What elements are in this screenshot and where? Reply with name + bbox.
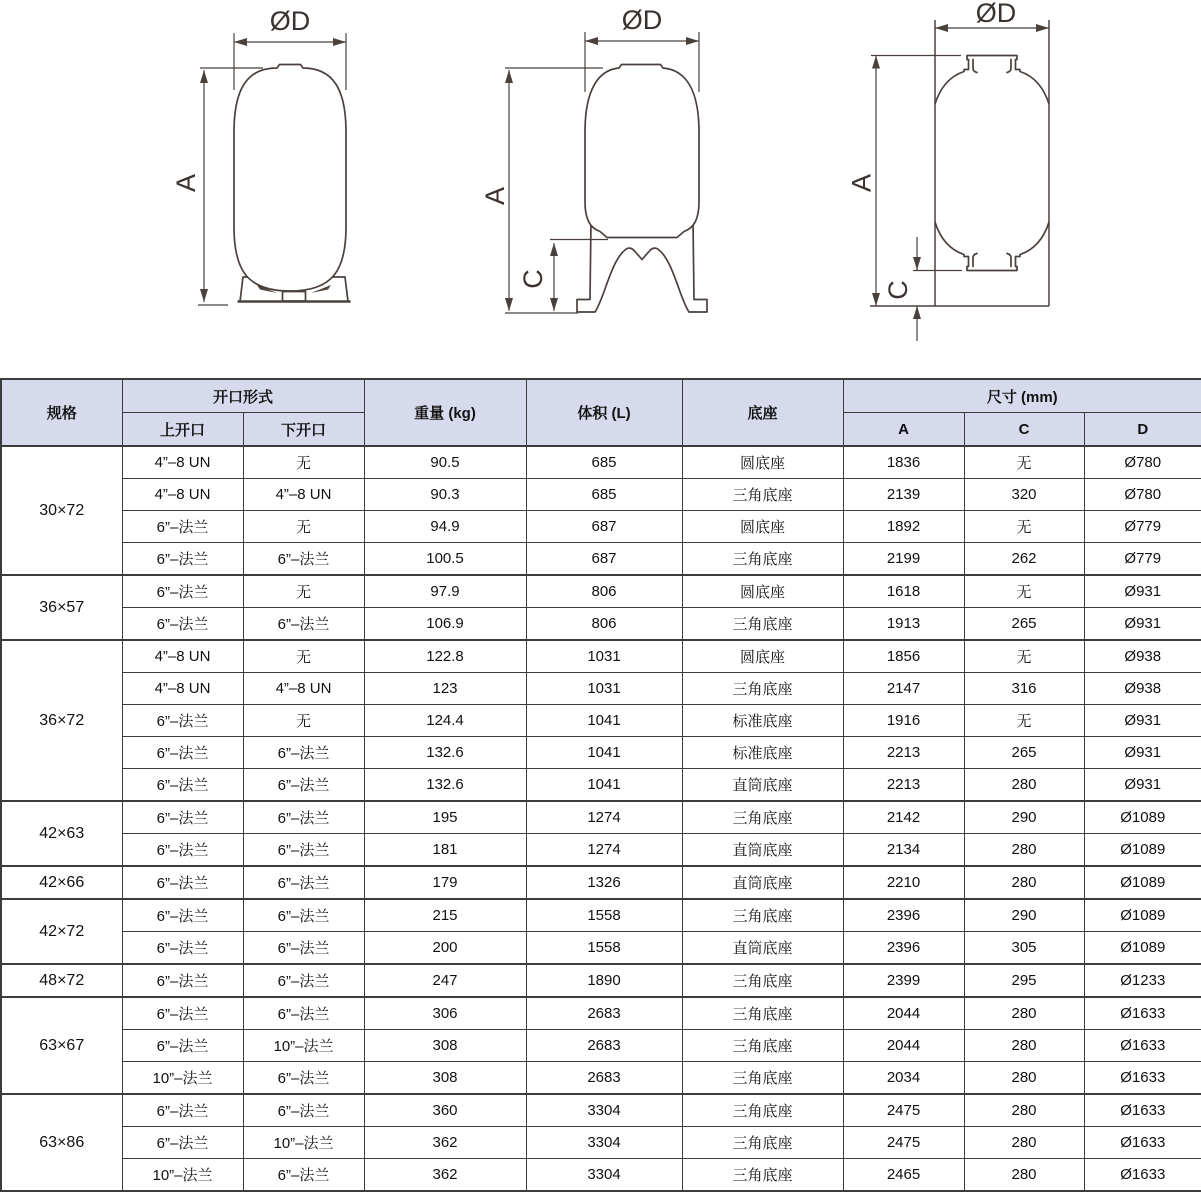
table-cell: 三角底座 — [682, 608, 843, 641]
table-cell: 280 — [964, 834, 1084, 867]
table-cell: 6”–法兰 — [122, 801, 243, 834]
table-row — [1, 575, 1201, 608]
table-cell: 1326 — [526, 866, 682, 899]
diameter-label: ØD — [269, 6, 311, 36]
table-cell: 2044 — [843, 997, 964, 1030]
foot-height-label: C — [883, 280, 913, 300]
table-cell: 6”–法兰 — [122, 575, 243, 608]
table-cell: 三角底座 — [682, 1127, 843, 1159]
table-cell: Ø1089 — [1084, 899, 1201, 932]
table-cell: 3304 — [526, 1127, 682, 1159]
table-cell: 三角底座 — [682, 899, 843, 932]
table-cell: Ø1089 — [1084, 801, 1201, 834]
table-cell: 6”–法兰 — [122, 769, 243, 802]
spec-group — [1, 446, 1201, 575]
table-cell: 6”–法兰 — [243, 1062, 364, 1095]
table-cell: Ø1089 — [1084, 834, 1201, 867]
table-cell: 1031 — [526, 640, 682, 673]
table-cell: 2147 — [843, 673, 964, 705]
table-row — [1, 511, 1201, 543]
table-cell: 306 — [364, 997, 526, 1030]
header-weight: 重量 (kg) — [364, 379, 526, 446]
table-cell: 无 — [243, 511, 364, 543]
header-base: 底座 — [682, 379, 843, 446]
dimensions — [847, 0, 1050, 341]
table-cell: 4”–8 UN — [122, 446, 243, 479]
table-row — [1, 1159, 1201, 1192]
table-cell: 1558 — [526, 932, 682, 965]
table-cell: 三角底座 — [682, 801, 843, 834]
table-cell: 2213 — [843, 769, 964, 802]
table-cell: Ø1633 — [1084, 1159, 1201, 1192]
table-cell: 1041 — [526, 705, 682, 737]
spec-cell: 42×63 — [1, 801, 122, 866]
header-dim-d: D — [1084, 413, 1201, 447]
header-opening-type: 开口形式 — [122, 379, 364, 413]
table-cell: 100.5 — [364, 543, 526, 576]
height-label: A — [480, 186, 510, 206]
table-cell: 6”–法兰 — [122, 899, 243, 932]
table-cell: 3304 — [526, 1159, 682, 1192]
header-spec: 规格 — [1, 379, 122, 446]
table-cell: 6”–法兰 — [122, 834, 243, 867]
table-cell: 806 — [526, 575, 682, 608]
table-cell: 直筒底座 — [682, 932, 843, 965]
table-cell: 三角底座 — [682, 1030, 843, 1062]
table-cell: Ø779 — [1084, 511, 1201, 543]
table-cell: 6”–法兰 — [243, 737, 364, 769]
table-cell: 6”–法兰 — [243, 1094, 364, 1127]
spec-table — [0, 378, 1201, 1192]
table-cell: 2475 — [843, 1127, 964, 1159]
table-cell: 4”–8 UN — [243, 479, 364, 511]
spec-cell: 30×72 — [1, 446, 122, 575]
drawing-tank-round-base — [150, 0, 400, 345]
table-cell: Ø931 — [1084, 705, 1201, 737]
table-cell: 无 — [964, 446, 1084, 479]
tank-body — [585, 65, 699, 238]
table-cell: 280 — [964, 769, 1084, 802]
table-cell: 308 — [364, 1062, 526, 1095]
table-row — [1, 640, 1201, 673]
table-cell: 132.6 — [364, 737, 526, 769]
table-cell: 6”–法兰 — [122, 997, 243, 1030]
table-row — [1, 769, 1201, 802]
tank-outline — [870, 20, 1049, 306]
table-cell: 687 — [526, 511, 682, 543]
table-cell: 三角底座 — [682, 543, 843, 576]
table-cell: 1041 — [526, 737, 682, 769]
table-cell: 圆底座 — [682, 575, 843, 608]
table-cell: 280 — [964, 1062, 1084, 1095]
table-cell: 三角底座 — [682, 479, 843, 511]
header-top-opening: 上开口 — [122, 413, 243, 447]
header-volume: 体积 (L) — [526, 379, 682, 446]
spec-cell: 36×72 — [1, 640, 122, 801]
table-row — [1, 964, 1201, 997]
table-cell: 4”–8 UN — [243, 673, 364, 705]
table-row — [1, 479, 1201, 511]
table-cell: 6”–法兰 — [243, 866, 364, 899]
table-row — [1, 543, 1201, 576]
table-cell: Ø1089 — [1084, 932, 1201, 965]
table-cell: 6”–法兰 — [122, 511, 243, 543]
table-cell: Ø931 — [1084, 575, 1201, 608]
table-cell: Ø780 — [1084, 446, 1201, 479]
table-cell: Ø1633 — [1084, 1094, 1201, 1127]
table-cell: 2683 — [526, 1062, 682, 1095]
table-cell: 6”–法兰 — [122, 1030, 243, 1062]
table-row — [1, 801, 1201, 834]
table-cell: Ø779 — [1084, 543, 1201, 576]
table-row — [1, 1127, 1201, 1159]
table-cell: 10”–法兰 — [122, 1062, 243, 1095]
table-cell: 无 — [243, 575, 364, 608]
table-cell: 6”–法兰 — [122, 1127, 243, 1159]
table-cell: Ø938 — [1084, 673, 1201, 705]
table-cell: 6”–法兰 — [122, 866, 243, 899]
table-cell: 无 — [243, 446, 364, 479]
table-cell: 132.6 — [364, 769, 526, 802]
table-cell: 1916 — [843, 705, 964, 737]
table-row — [1, 834, 1201, 867]
table-cell: 247 — [364, 964, 526, 997]
table-cell: 2139 — [843, 479, 964, 511]
table-cell: Ø1633 — [1084, 1062, 1201, 1095]
table-cell: Ø1633 — [1084, 997, 1201, 1030]
spec-group — [1, 899, 1201, 964]
table-cell: 1558 — [526, 899, 682, 932]
table-row — [1, 446, 1201, 479]
table-cell: 360 — [364, 1094, 526, 1127]
table-cell: 6”–法兰 — [243, 997, 364, 1030]
table-cell: 806 — [526, 608, 682, 641]
spec-cell: 63×86 — [1, 1094, 122, 1191]
table-row — [1, 899, 1201, 932]
table-cell: 6”–法兰 — [122, 737, 243, 769]
table-cell: 6”–法兰 — [243, 899, 364, 932]
table-cell: 6”–法兰 — [243, 769, 364, 802]
table-cell: Ø1633 — [1084, 1030, 1201, 1062]
table-cell: Ø931 — [1084, 608, 1201, 641]
table-cell: 4”–8 UN — [122, 479, 243, 511]
table-cell: 106.9 — [364, 608, 526, 641]
table-row — [1, 673, 1201, 705]
table-cell: 265 — [964, 608, 1084, 641]
table-row — [1, 737, 1201, 769]
table-cell: 316 — [964, 673, 1084, 705]
table-cell: 97.9 — [364, 575, 526, 608]
table-cell: 2210 — [843, 866, 964, 899]
table-row — [1, 1062, 1201, 1095]
table-cell: 直筒底座 — [682, 834, 843, 867]
drawing-tank-double-flange — [840, 0, 1100, 345]
table-cell: 124.4 — [364, 705, 526, 737]
table-cell: Ø931 — [1084, 737, 1201, 769]
table-cell: 6”–法兰 — [122, 705, 243, 737]
drawing-tank-tripod-base — [470, 0, 730, 345]
table-cell: 2396 — [843, 899, 964, 932]
table-cell: 265 — [964, 737, 1084, 769]
table-cell: 195 — [364, 801, 526, 834]
table-cell: 362 — [364, 1127, 526, 1159]
table-cell: 1892 — [843, 511, 964, 543]
table-cell: 6”–法兰 — [243, 801, 364, 834]
table-cell: 6”–法兰 — [122, 964, 243, 997]
technical-drawings — [0, 0, 1201, 378]
table-cell: 295 — [964, 964, 1084, 997]
table-cell: 6”–法兰 — [243, 834, 364, 867]
side-lines — [870, 20, 1049, 306]
table-cell: 179 — [364, 866, 526, 899]
spec-group — [1, 1094, 1201, 1191]
table-cell: Ø1633 — [1084, 1127, 1201, 1159]
bottom-port — [283, 292, 306, 302]
table-cell: 280 — [964, 997, 1084, 1030]
foot-height-label: C — [518, 269, 548, 289]
table-cell: 三角底座 — [682, 964, 843, 997]
spec-cell: 36×57 — [1, 575, 122, 640]
table-cell: 2134 — [843, 834, 964, 867]
table-cell: 280 — [964, 1030, 1084, 1062]
table-cell: 362 — [364, 1159, 526, 1192]
table-cell: 圆底座 — [682, 446, 843, 479]
table-cell: 685 — [526, 479, 682, 511]
table-cell: 2475 — [843, 1094, 964, 1127]
header-dim-c: C — [964, 413, 1084, 447]
table-cell: 1274 — [526, 834, 682, 867]
spec-cell: 63×67 — [1, 997, 122, 1094]
table-cell: 123 — [364, 673, 526, 705]
table-cell: 2683 — [526, 997, 682, 1030]
table-cell: 1618 — [843, 575, 964, 608]
table-cell: 122.8 — [364, 640, 526, 673]
table-cell: 290 — [964, 899, 1084, 932]
table-header — [1, 379, 1201, 446]
table-cell: 308 — [364, 1030, 526, 1062]
table-cell: 280 — [964, 866, 1084, 899]
table-cell: 280 — [964, 1094, 1084, 1127]
table-cell: Ø1089 — [1084, 866, 1201, 899]
table-cell: 1913 — [843, 608, 964, 641]
table-cell: 2213 — [843, 737, 964, 769]
table-cell: Ø1233 — [1084, 964, 1201, 997]
table-cell: 290 — [964, 801, 1084, 834]
spec-group — [1, 575, 1201, 640]
table-cell: 262 — [964, 543, 1084, 576]
header-dim-a: A — [843, 413, 964, 447]
header-dimensions: 尺寸 (mm) — [843, 379, 1201, 413]
table-cell: Ø931 — [1084, 769, 1201, 802]
table-cell: 4”–8 UN — [122, 640, 243, 673]
table-cell: 三角底座 — [682, 997, 843, 1030]
height-label: A — [171, 173, 201, 193]
spec-group — [1, 866, 1201, 899]
table-cell: 200 — [364, 932, 526, 965]
table-cell: 6”–法兰 — [243, 964, 364, 997]
table-row — [1, 1030, 1201, 1062]
table-cell: 10”–法兰 — [122, 1159, 243, 1192]
spec-group — [1, 964, 1201, 997]
table-row — [1, 866, 1201, 899]
table-cell: 280 — [964, 1127, 1084, 1159]
spec-cell: 42×66 — [1, 866, 122, 899]
table-cell: 1274 — [526, 801, 682, 834]
table-cell: 6”–法兰 — [243, 932, 364, 965]
table-cell: 1041 — [526, 769, 682, 802]
table-cell: 2399 — [843, 964, 964, 997]
header-bottom-opening: 下开口 — [243, 413, 364, 447]
table-cell: 94.9 — [364, 511, 526, 543]
table-cell: 1836 — [843, 446, 964, 479]
table-cell: 90.5 — [364, 446, 526, 479]
table-cell: 圆底座 — [682, 511, 843, 543]
top-flange-shoulder — [935, 56, 1049, 105]
table-row — [1, 705, 1201, 737]
table-cell: 320 — [964, 479, 1084, 511]
table-cell: 90.3 — [364, 479, 526, 511]
table-cell: 2465 — [843, 1159, 964, 1192]
table-cell: 1890 — [526, 964, 682, 997]
tank-outline — [577, 65, 707, 313]
table-row — [1, 932, 1201, 965]
spec-cell: 42×72 — [1, 899, 122, 964]
table-cell: 2396 — [843, 932, 964, 965]
table-cell: 280 — [964, 1159, 1084, 1192]
diameter-label: ØD — [621, 5, 663, 35]
table-row — [1, 1094, 1201, 1127]
table-cell: 直筒底座 — [682, 866, 843, 899]
tank-body — [234, 65, 346, 292]
table-cell: 无 — [964, 640, 1084, 673]
table-row — [1, 997, 1201, 1030]
table-cell: 687 — [526, 543, 682, 576]
table-cell: 无 — [964, 705, 1084, 737]
table-cell: 1856 — [843, 640, 964, 673]
table-cell: 10”–法兰 — [243, 1127, 364, 1159]
table-cell: 181 — [364, 834, 526, 867]
diameter-label: ØD — [975, 0, 1017, 28]
table-cell: 无 — [964, 511, 1084, 543]
table-cell: 10”–法兰 — [243, 1030, 364, 1062]
table-cell: 三角底座 — [682, 673, 843, 705]
table-cell: 6”–法兰 — [122, 1094, 243, 1127]
table-cell: 三角底座 — [682, 1094, 843, 1127]
table-cell: 685 — [526, 446, 682, 479]
spec-group — [1, 640, 1201, 801]
table-cell: 6”–法兰 — [243, 1159, 364, 1192]
table-cell: 6”–法兰 — [243, 543, 364, 576]
table-cell: 3304 — [526, 1094, 682, 1127]
bottom-flange-shoulder — [935, 222, 1049, 271]
table-cell: 直筒底座 — [682, 769, 843, 802]
table-cell: 215 — [364, 899, 526, 932]
table-cell: Ø938 — [1084, 640, 1201, 673]
table-cell: 三角底座 — [682, 1159, 843, 1192]
spec-group — [1, 997, 1201, 1094]
table-cell: 6”–法兰 — [122, 608, 243, 641]
table-cell: 2034 — [843, 1062, 964, 1095]
table-cell: 圆底座 — [682, 640, 843, 673]
spec-group — [1, 801, 1201, 866]
table-cell: 4”–8 UN — [122, 673, 243, 705]
table-cell: 标准底座 — [682, 737, 843, 769]
table-cell: 2199 — [843, 543, 964, 576]
table-cell: 2142 — [843, 801, 964, 834]
table-cell: 无 — [243, 640, 364, 673]
table-cell: 6”–法兰 — [122, 543, 243, 576]
table-cell: 2044 — [843, 1030, 964, 1062]
table-cell: Ø780 — [1084, 479, 1201, 511]
table-cell: 三角底座 — [682, 1062, 843, 1095]
table-cell: 无 — [243, 705, 364, 737]
table-cell: 1031 — [526, 673, 682, 705]
table-cell: 标准底座 — [682, 705, 843, 737]
spec-cell: 48×72 — [1, 964, 122, 997]
tank-outline — [234, 65, 351, 302]
height-label: A — [846, 173, 877, 193]
table-cell: 305 — [964, 932, 1084, 965]
table-cell: 6”–法兰 — [122, 932, 243, 965]
table-row — [1, 608, 1201, 641]
table-cell: 无 — [964, 575, 1084, 608]
table-cell: 2683 — [526, 1030, 682, 1062]
table-cell: 6”–法兰 — [243, 608, 364, 641]
